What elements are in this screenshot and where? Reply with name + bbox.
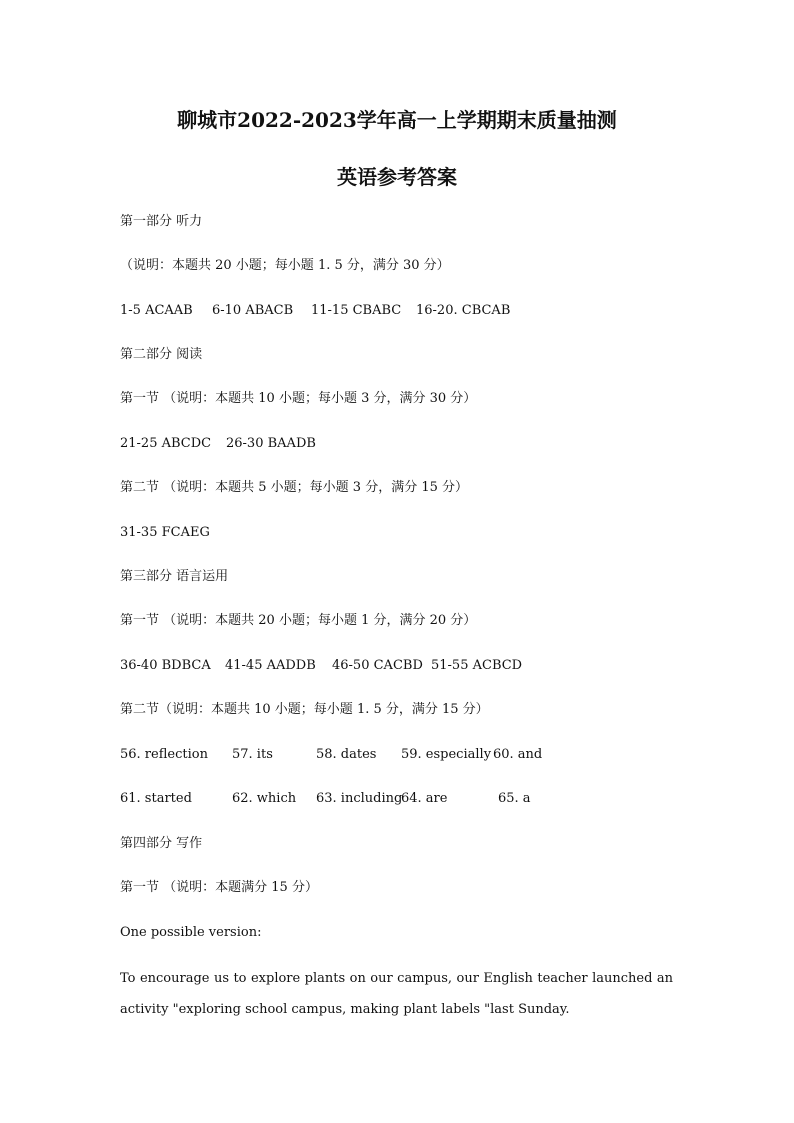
part3-section2-heading: 第二节（说明：本题共 10 小题；每小题 1. 5 分，满分 15 分） bbox=[120, 702, 489, 717]
essay-paragraph: To encourage us to explore plants on our campus, our English teacher launched an activity "exploring school campus, making plant labels "last Sunday. bbox=[120, 971, 673, 1017]
answer-group: 31-35 FCAEG bbox=[120, 525, 210, 540]
answer-group: 16-20. CBCAB bbox=[416, 303, 511, 318]
answer-item: 63. including bbox=[316, 791, 403, 806]
answer-group: 26-30 BAADB bbox=[226, 436, 316, 451]
part2-section2-heading: 第二节 （说明：本题共 5 小题；每小题 3 分，满分 15 分） bbox=[120, 480, 469, 495]
part3-heading: 第三部分 语言运用 bbox=[120, 569, 229, 584]
answer-item: 61. started bbox=[120, 791, 192, 806]
answer-group: 11-15 CBABC bbox=[311, 303, 402, 318]
answer-item: 58. dates bbox=[316, 747, 377, 762]
answer-item: 64. are bbox=[401, 791, 448, 806]
answer-group: 21-25 ABCDC bbox=[120, 436, 212, 451]
answer-item: 59. especially bbox=[401, 747, 492, 762]
answer-item: 62. which bbox=[232, 791, 297, 806]
answer-group: 1-5 ACAAB bbox=[120, 303, 193, 318]
part2-heading: 第二部分 阅读 bbox=[120, 347, 203, 362]
answer-group: 46-50 CACBD bbox=[332, 658, 423, 673]
page-subtitle: 英语参考答案 bbox=[337, 165, 457, 189]
page-title: 聊城市2022-2023学年高一上学期期末质量抽测 bbox=[177, 108, 617, 132]
part1-note: （说明：本题共 20 小题；每小题 1. 5 分，满分 30 分） bbox=[120, 258, 450, 273]
part4-section1-heading: 第一节 （说明：本题满分 15 分） bbox=[120, 880, 318, 895]
answer-item: 56. reflection bbox=[120, 747, 208, 762]
answer-group: 36-40 BDBCA bbox=[120, 658, 211, 673]
part1-heading: 第一部分 听力 bbox=[120, 214, 203, 229]
answer-item: 57. its bbox=[232, 747, 273, 762]
answer-group: 6-10 ABACB bbox=[212, 303, 294, 318]
answer-group: 51-55 ACBCD bbox=[431, 658, 523, 673]
answer-item: 60. and bbox=[493, 747, 543, 762]
answer-item: 65. a bbox=[498, 791, 531, 806]
part2-section1-heading: 第一节 （说明：本题共 10 小题；每小题 3 分，满分 30 分） bbox=[120, 391, 477, 406]
essay-intro: One possible version: bbox=[120, 925, 262, 940]
part4-heading: 第四部分 写作 bbox=[120, 836, 203, 851]
part3-section1-heading: 第一节 （说明：本题共 20 小题；每小题 1 分，满分 20 分） bbox=[120, 613, 477, 628]
answer-group: 41-45 AADDB bbox=[225, 658, 316, 673]
